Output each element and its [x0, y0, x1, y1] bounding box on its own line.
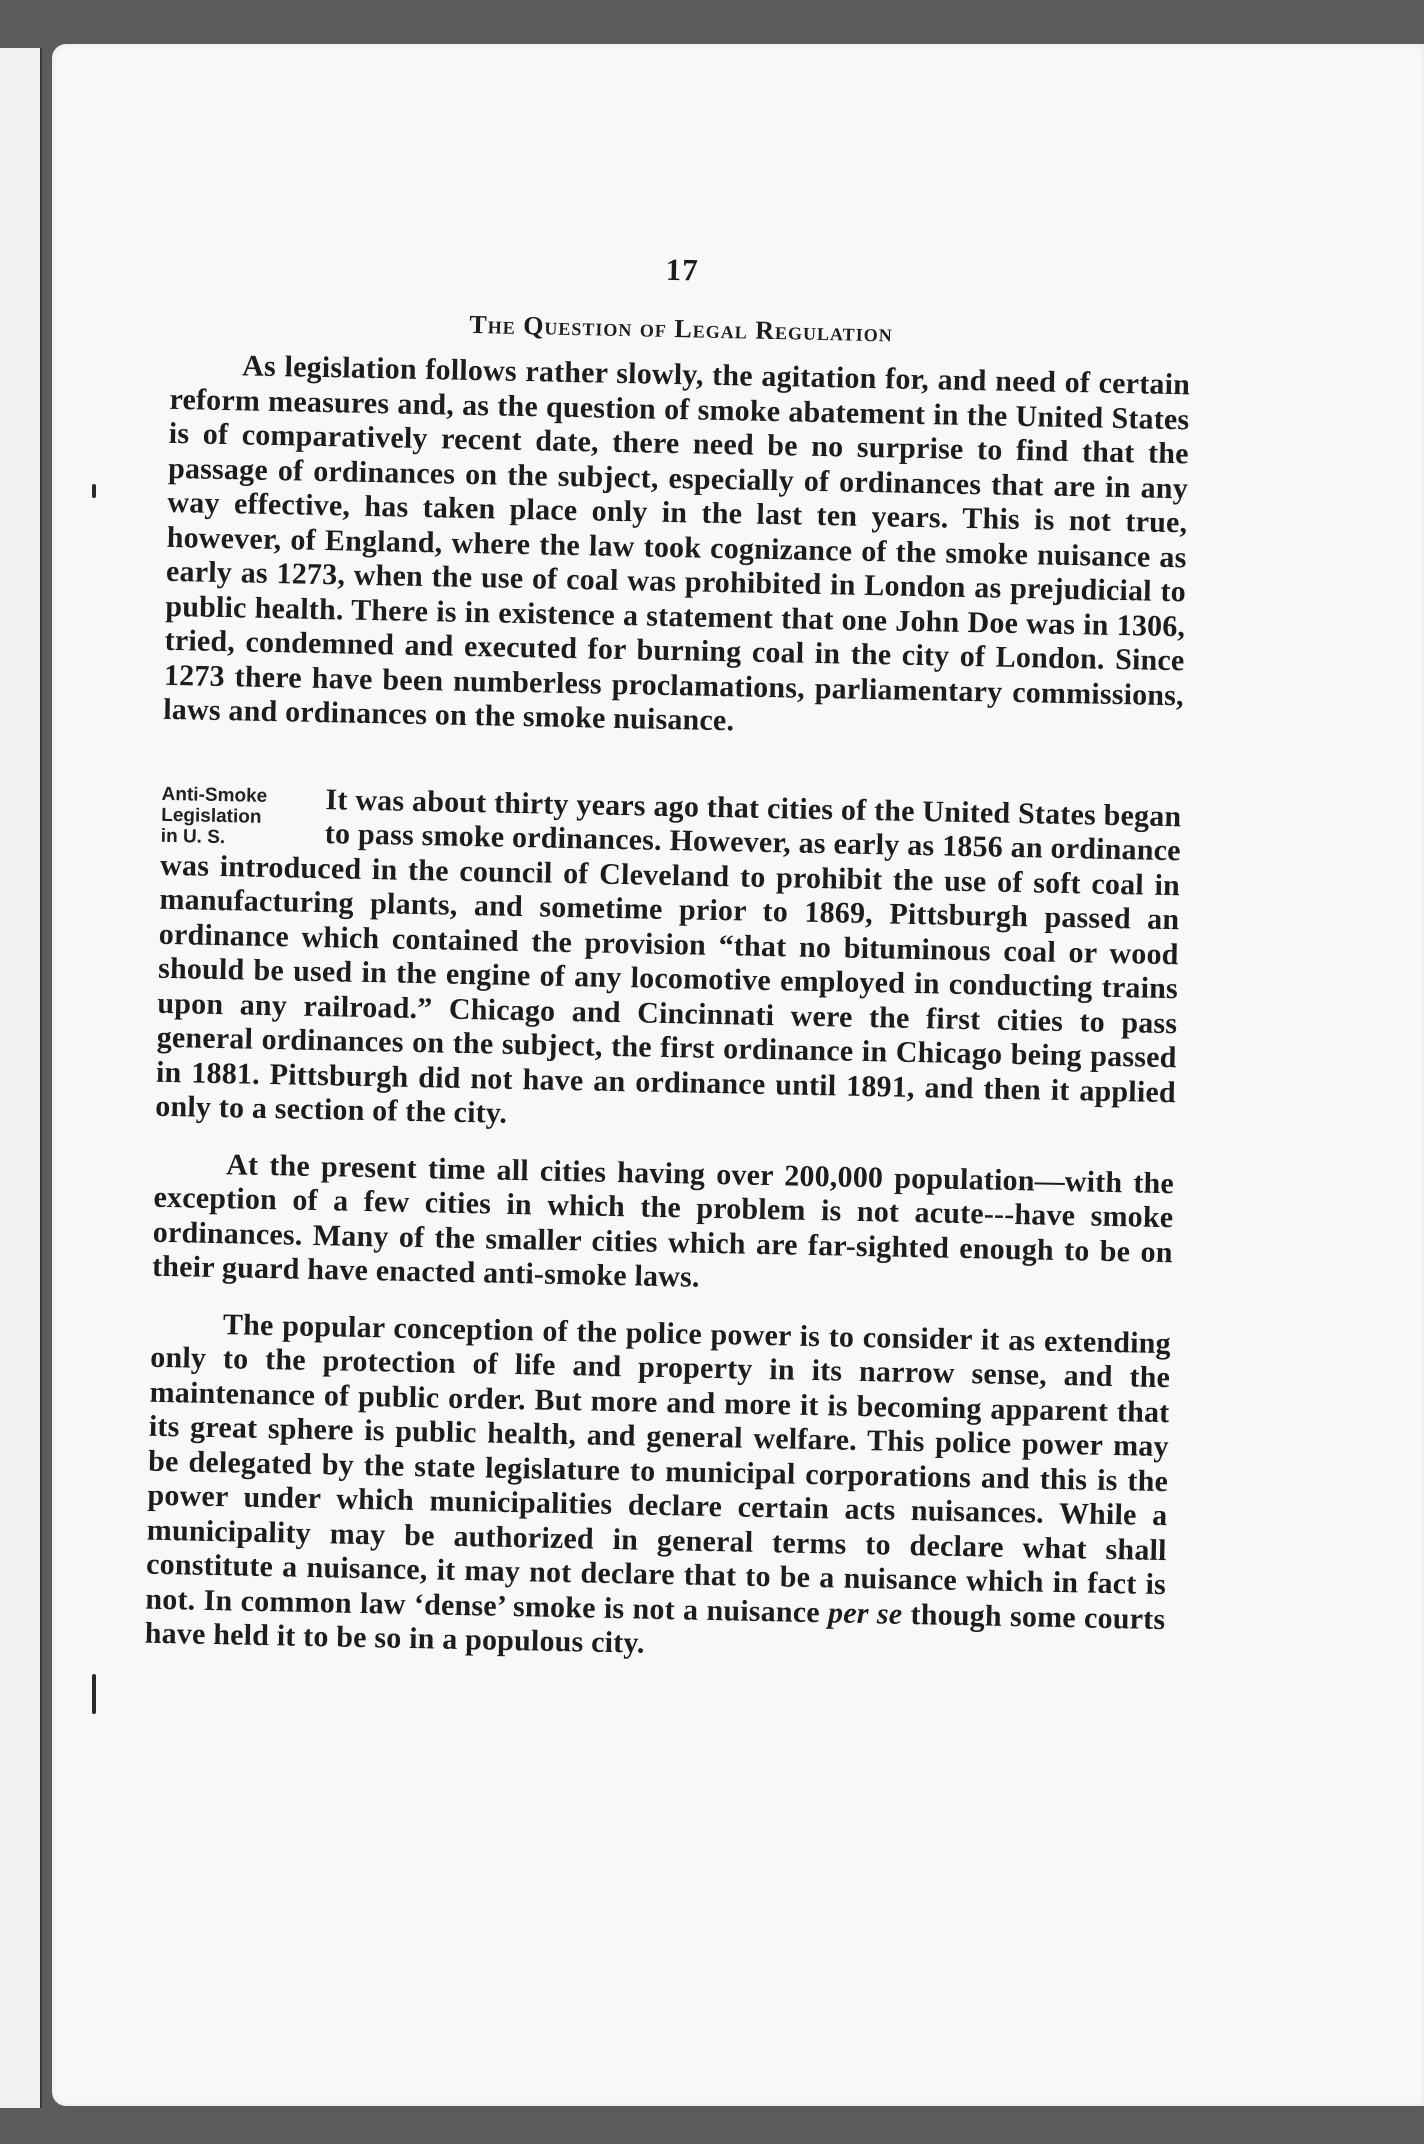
paragraph-4-end: though some courts have held it to be so in a populous city.: [144, 1597, 1166, 1660]
margin-mark: [92, 1674, 96, 1714]
paragraph-2: It was about thirty years ago that cities of the United States began to pass smoke ordinances. However, as early as 1856 an ordinance was introduced in the council of Cleveland to prohibit the use of soft coal in manufacturing plants, and sometime prior to 1869, Pittsburgh passed an ordinance which contained the provision “that no bituminous coal or wood should be used in the engine of any locomotive employed in conducting trains upon any railroad.” Chicago and Cincinnati were the first cities to pass general ordinances on the subject, the first ordinance in Chicago being passed in 1881. Pittsburgh did not have an ordinance until 1891, and then it applied only to a section of the city.: [155, 782, 1182, 1130]
paragraph-4: [144, 1306, 1171, 1671]
margin-note: [161, 783, 312, 849]
paragraph-4-italic: per se: [827, 1595, 903, 1631]
paragraph-2-block: [155, 779, 1182, 1144]
margin-note-line: Legislation: [161, 804, 262, 828]
facing-page-edge: [0, 48, 42, 2108]
section-title: The Question of Legal Regulation: [469, 309, 894, 348]
margin-note-line: in U. S.: [160, 825, 226, 848]
page-number: 17: [665, 251, 700, 288]
paragraph-3: At the present time all cities having over 200,000 population—with the exception of a few cities in which the problem is not acute---have smoke ordinances. Many of the smaller cities which are far-sighted enough to be on their guard have enacted anti-smoke laws.: [151, 1147, 1175, 1294]
margin-note-line: Anti-Smoke: [161, 783, 268, 807]
paragraph-4-main: The popular conception of the police power is to consider it as extending only to the protection of life and property in its narrow sense, and the maintenance of public order. But more and more it is becoming apparent that its great sphere is public health, and general welfare. This police power may be delegated by the state legislature to municipal corporations and this is the power under which municipalities declare certain acts nuisances. While a municipality may be authorized in general terms to declare what shall constitute a nuisance, it may not declare that to be a nuisance which in fact is not. In common law ‘dense’ smoke is not a nuisance: [145, 1307, 1172, 1629]
paragraph-1: As legislation follows rather slowly, the agitation for, and need of certain reform measures and, as the question of smoke abatement in the United States is of comparatively recent date, there need be no surprise to find that the passage of ordinances on the subject, especially of ordinances that are in any way effective, has taken place only in the last ten years. This is not true, however, of England, where the law took cognizance of the smoke nuisance as early as 1273, when the use of coal was prohibited in London as prejudicial to public health. There is in existence a statement that one John Doe was in 1306, tried, condemned and executed for burning coal in the city of London. Since 1273 there have been numberless proclamations, parliamentary commissions, laws and ordinances on the smoke nuisance.: [163, 349, 1191, 738]
page-text: [138, 190, 1193, 1970]
margin-mark: [92, 484, 96, 498]
